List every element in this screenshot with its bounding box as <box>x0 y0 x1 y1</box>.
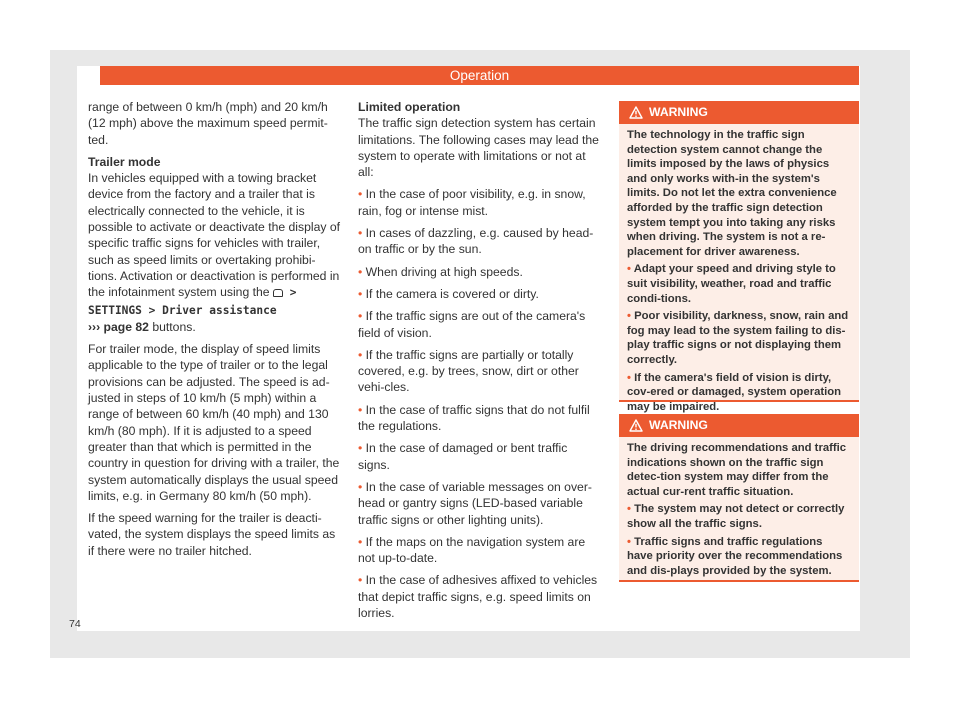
list-item <box>358 286 602 302</box>
car-icon <box>273 289 283 297</box>
column-left <box>88 99 342 565</box>
list-item <box>627 309 851 367</box>
bullet-icon: • <box>358 286 363 301</box>
warning-body <box>619 124 859 414</box>
bullet-icon: • <box>358 573 363 588</box>
column-middle <box>358 99 602 627</box>
menu-path: > SETTINGS > Driver assistance <box>88 286 297 317</box>
list-item <box>358 308 602 341</box>
list-item <box>627 262 851 306</box>
list-item <box>358 479 602 528</box>
paragraph-trailer <box>88 170 342 335</box>
heading-trailer-mode: Trailer mode <box>88 154 161 169</box>
bullet-icon: • <box>358 479 363 494</box>
list-item <box>358 402 602 435</box>
list-item-text: In the case of adhesives affixed to vehicles that depict traffic signs, e.g. speed limits on lorries. <box>358 573 598 621</box>
bullet-icon: • <box>358 402 363 417</box>
warning-text: The driving recommendations and traffic indications shown on the traffic sign detec-tion system may differ from the actual cur-rent traffic situation. <box>627 442 847 498</box>
warning-bullet-list <box>627 262 851 414</box>
list-item <box>358 264 602 280</box>
list-item-text: In cases of dazzling, e.g. caused by head-on traffic or by the sun. <box>358 226 594 257</box>
bullet-icon: • <box>358 441 363 456</box>
list-item <box>358 440 602 473</box>
page-number: 74 <box>69 618 81 630</box>
list-item-text: In the case of variable messages on over-head or gantry signs (LED-based variable traffic signs or other lighting units). <box>358 479 592 527</box>
list-item-text: If the maps on the navigation system are not up-to-date. <box>358 534 586 566</box>
bullet-icon: • <box>358 309 363 324</box>
heading-limited-operation: Limited operation <box>358 100 461 114</box>
warning-bullet-list <box>627 502 851 578</box>
page-reference-link[interactable]: ››› page 82 <box>88 319 149 334</box>
warning-header <box>619 101 859 124</box>
warning-box-2 <box>619 414 859 582</box>
warning-header <box>619 414 859 437</box>
bullet-icon: • <box>358 264 363 279</box>
warning-title: WARNING <box>649 105 708 119</box>
list-item <box>627 371 851 415</box>
bullet-icon: • <box>358 534 363 549</box>
list-item-text: If the camera's field of vision is dirty, cov-ered or damaged, system operation may be impaired. <box>627 371 842 413</box>
list-item-text: If the camera is covered or dirty. <box>365 286 539 301</box>
bullet-icon: • <box>627 535 631 548</box>
list-item-text: When driving at high speeds. <box>365 264 523 279</box>
warning-triangle-icon <box>629 419 643 432</box>
warning-box-1 <box>619 101 859 413</box>
bullet-icon: • <box>358 347 363 362</box>
paragraph: The traffic sign detection system has certain limitations. The following cases may lead the system to operate with limitations or not at all: <box>358 116 599 180</box>
list-item <box>358 572 602 621</box>
list-item-text: Adapt your speed and driving style to suit visibility, weather, road and traffic condi-tions. <box>627 263 836 305</box>
bullet-icon: • <box>627 263 631 276</box>
warning-triangle-icon <box>629 106 643 119</box>
list-item-text: Poor visibility, darkness, snow, rain and fog may lead to the system failing to dis-play traffic signs or not displaying them correctly. <box>627 310 849 366</box>
bullet-list <box>358 186 602 621</box>
list-item <box>358 186 602 219</box>
paragraph: If the speed warning for the trailer is deacti-vated, the system displays the speed limits as if there were no trailer hitched. <box>88 511 336 558</box>
list-item-text: The system may not detect or correctly show all the traffic signs. <box>627 503 845 530</box>
warning-text: The technology in the traffic sign detection system cannot change the limits imposed by the laws of physics and only works with-in the system's limits. Do not let the extra convenience afforded by the traffic sign detection system tempt you into taking any risks when driving. The system is not a re-placement for driver awareness. <box>627 129 837 258</box>
section-header: Operation <box>100 66 859 85</box>
list-item <box>627 502 851 531</box>
list-item-text: In the case of damaged or bent traffic signs. <box>358 441 568 472</box>
bullet-icon: • <box>627 503 631 516</box>
bullet-icon: • <box>358 187 363 202</box>
list-item <box>358 347 602 396</box>
list-item <box>358 225 602 258</box>
paragraph-text: buttons. <box>148 319 196 334</box>
list-item <box>358 534 602 567</box>
paragraph: For trailer mode, the display of speed limits applicable to the type of trailer or to the legal provisions can be adjusted. The speed is ad-justed in steps of 10 km/h (5 mph) within a range of between 60 km/h (40 mph) and 130 km/h (80 mph). If it is adjusted to a speed greater than that which is permitted in the country in question for driving with a trailer, the system automatically displays the usual speed limits, e.g. in Germany 80 km/h (50 mph). <box>88 342 340 503</box>
list-item-text: If the traffic signs are out of the camera's field of vision. <box>358 309 586 340</box>
list-item <box>627 535 851 579</box>
list-item-text: In the case of traffic signs that do not fulfil the regulations. <box>358 402 590 434</box>
warning-title: WARNING <box>649 418 708 432</box>
list-item-text: In the case of poor visibility, e.g. in snow, rain, fog or intense mist. <box>358 187 586 218</box>
paragraph: range of between 0 km/h (mph) and 20 km/h (12 mph) above the maximum speed permit-ted. <box>88 100 328 147</box>
bullet-icon: • <box>358 226 363 241</box>
list-item-text: Traffic signs and traffic regulations have priority over the recommendations and dis-plays provided by the system. <box>627 535 843 577</box>
bullet-icon: • <box>627 310 631 323</box>
paragraph-text: In vehicles equipped with a towing bracket device from the factory and a trailer that is electrically connected to the vehicle, it is possible to activate or deactivate the display of specific traffic signs for vehicles with trailer, such as speed limits or overtaking prohibi-tions. Activation or deactivation is performed in the infotainment system using the <box>88 171 341 300</box>
list-item-text: If the traffic signs are partially or totally covered, e.g. by trees, snow, dirt or other vehi-cles. <box>358 347 579 395</box>
warning-body <box>619 437 859 578</box>
bullet-icon: • <box>627 371 631 384</box>
